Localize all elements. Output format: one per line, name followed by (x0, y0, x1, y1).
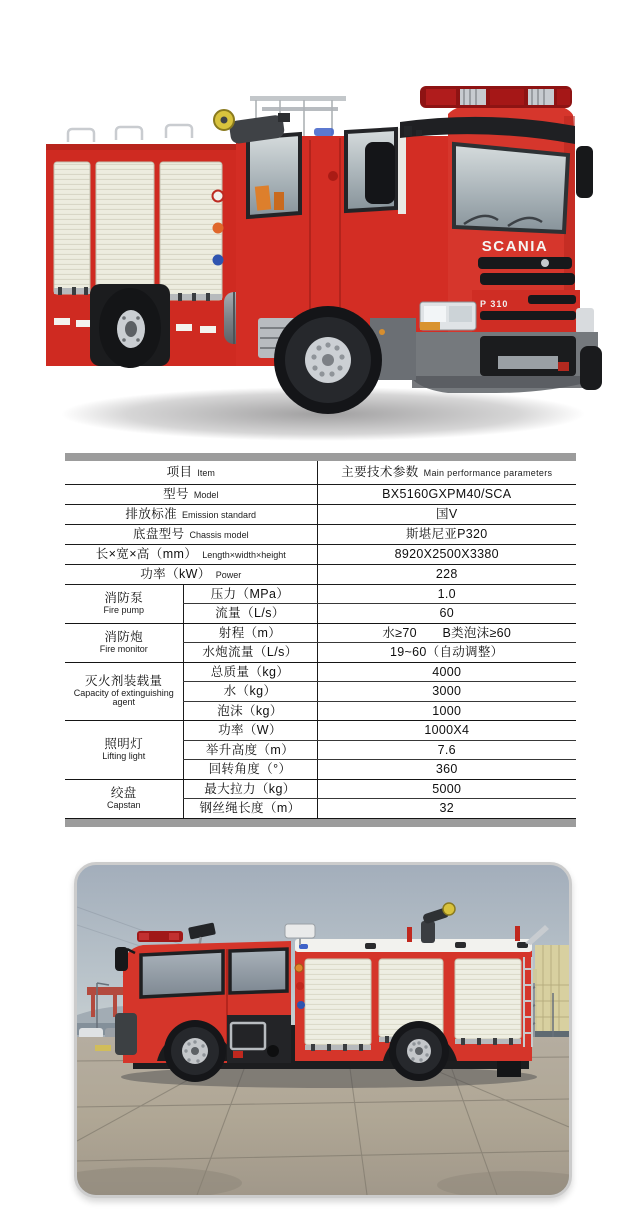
right-mirror (576, 146, 593, 198)
front-quarter-photo (28, 80, 610, 452)
table-row-winch-pull (65, 779, 576, 799)
row-value: 1.0 (317, 584, 576, 604)
sub-label: 回转角度（°） (208, 762, 292, 777)
group-agent-capacity: 灭火剂装载量 Capacity of extinguishing agent (65, 662, 183, 721)
front-bumper (115, 1013, 137, 1055)
row-label-zh: 长×宽×高（mm） (95, 547, 198, 562)
table-row-light-power (65, 721, 576, 741)
group-fire-pump: 消防泵 Fire pump (65, 584, 183, 623)
table-row-pump-pressure (65, 584, 576, 604)
row-label-zh: 排放标准 (125, 507, 178, 522)
header-item-zh: 项目 (166, 465, 193, 480)
row-value: 1000X4 (317, 721, 576, 741)
row-value: 60 (317, 604, 576, 624)
row-value: 4000 (317, 662, 576, 682)
sub-label: 射程（m） (218, 625, 282, 640)
sub-label: 流量（L/s） (215, 606, 285, 621)
sub-label: 水炮流量（L/s） (202, 645, 298, 660)
red-handle (515, 926, 520, 941)
row-value: 3000 (317, 682, 576, 702)
shutter-3 (455, 959, 521, 1039)
sub-label: 泡沫（kg） (217, 703, 283, 718)
body-white-strip (295, 939, 532, 952)
round-sensor (267, 1045, 279, 1057)
lightbar (420, 86, 572, 108)
headlight-right (576, 308, 594, 334)
roof-handrail (116, 127, 142, 140)
header-params-zh: 主要技术参数 (341, 465, 419, 480)
header-item-cell (65, 461, 317, 484)
row-value: 斯堪尼亚P320 (317, 524, 576, 544)
table-row-model (65, 484, 576, 504)
b-pillar (398, 128, 406, 214)
mirror (115, 947, 128, 971)
table-bottom-bar (65, 819, 576, 827)
griffin-emblem (541, 259, 549, 267)
header-item-en: Item (197, 468, 215, 479)
table-row-agent-total (65, 662, 576, 682)
row-value: 国V (317, 504, 576, 524)
row-label-en: Chassis model (189, 530, 249, 541)
row-label-en: Emission standard (182, 510, 257, 521)
table-row-dimensions (65, 544, 576, 564)
row-label-zh: 型号 (163, 487, 189, 502)
row-value: 水≥70 B类泡沫≥60 (317, 623, 576, 643)
row-value: 8920X2500X3380 (317, 544, 576, 564)
crew-window (230, 949, 287, 993)
front-wheel (274, 306, 382, 414)
row-value: 19~60（自动调整） (317, 643, 576, 663)
marker-light-red (296, 982, 304, 990)
roof-handrail (166, 125, 192, 138)
door-emblem (328, 171, 338, 181)
row-value: 228 (317, 564, 576, 584)
table-row-emission (65, 504, 576, 524)
table-row-chassis (65, 524, 576, 544)
header-params-en: Main performance parameters (423, 468, 553, 479)
headlight-left (420, 302, 476, 330)
gear-in-window (255, 185, 271, 210)
p310-badge: P 310 (480, 299, 509, 309)
front-wheel (164, 1020, 226, 1082)
marker-light-blue (297, 1001, 305, 1009)
front-quarter-truck-illustration (28, 80, 610, 452)
group-lifting-light: 照明灯 Lifting light (65, 721, 183, 780)
group-capstan: 绞盘 Capstan (65, 779, 183, 818)
mudflap (497, 1061, 521, 1077)
red-handle (407, 927, 412, 942)
blue-beacon (314, 128, 334, 136)
row-label-en: Power (215, 570, 242, 581)
table-row-power (65, 564, 576, 584)
shutter-1 (305, 959, 371, 1045)
spec-table (65, 453, 576, 827)
sub-label: 最大拉力（kg） (204, 781, 296, 796)
sub-label: 钢丝绳长度（m） (199, 801, 301, 816)
door-window (141, 951, 223, 997)
rear-wheel (99, 288, 161, 368)
yellow-curb (95, 1045, 111, 1051)
roof-handrail (68, 129, 94, 142)
group-fire-monitor: 消防炮 Fire monitor (65, 623, 183, 662)
row-label-en: Length×width×height (202, 550, 286, 561)
scania-logo-text: SCANIA (481, 238, 549, 255)
sub-label: 举升高度（m） (205, 742, 295, 757)
sub-label: 压力（MPa） (210, 586, 290, 601)
antenna-base (404, 126, 412, 136)
row-value: 5000 (317, 779, 576, 799)
row-label-zh: 底盘型号 (132, 527, 185, 542)
row-value: 7.6 (317, 740, 576, 760)
marker-light-amber (295, 964, 303, 972)
table-row-header (65, 461, 576, 484)
sub-label: 水（kg） (223, 684, 277, 699)
side-view-truck-illustration (77, 865, 569, 1195)
side-mirror (365, 142, 395, 204)
sub-label: 总质量（kg） (210, 664, 290, 679)
side-view-photo (74, 862, 572, 1198)
header-params-cell (317, 461, 576, 484)
table-row-monitor-range (65, 623, 576, 643)
sub-label: 功率（W） (218, 723, 282, 738)
row-value: 360 (317, 760, 576, 780)
row-label-en: Model (193, 490, 219, 501)
far-front-wheel (580, 346, 602, 390)
row-value: 32 (317, 799, 576, 819)
row-value: 1000 (317, 701, 576, 721)
row-label-zh: 功率（kW） (140, 567, 211, 582)
row-value: BX5160GXPM40/SCA (317, 484, 576, 504)
table-top-bar (65, 453, 576, 461)
performance-parameters-table (65, 461, 576, 819)
